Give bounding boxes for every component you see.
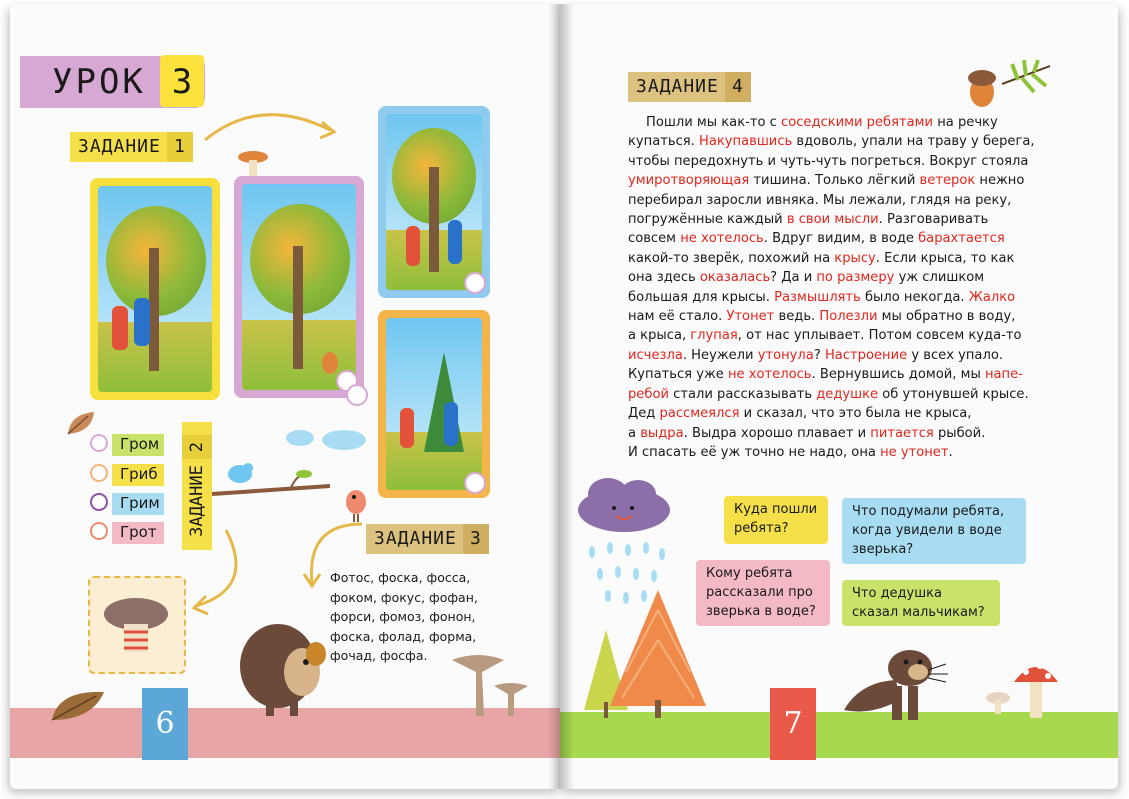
task3-word: ЗАДАНИЕ [374, 528, 457, 549]
story-line [628, 443, 1038, 462]
arrow-down-icon [186, 528, 266, 618]
poem-line: форси, фомоз, фонон, [330, 609, 476, 625]
story-line [628, 365, 1038, 384]
story-segment: Дед [628, 406, 660, 422]
word-text-4: Грот [120, 523, 157, 541]
story-segment: у всех упало. [907, 347, 1003, 363]
question-4: Что дедушка сказал мальчикам? [842, 580, 1000, 626]
story-segment: она здесь [628, 270, 700, 286]
story-segment: . Выдра хорошо плавает и [683, 425, 871, 441]
highlighted-word: Накупавшись [699, 134, 793, 150]
story-segment: чтобы передохнуть и чуть-чуть погреться. Вокруг стояла [628, 153, 1029, 169]
picture-3 [378, 106, 490, 298]
story-segment: и сказал, что это была не крыса, [739, 406, 972, 422]
story-line [628, 132, 1038, 151]
story-segment: какой-то зверёк, похожий на [628, 250, 835, 266]
task1-number: 1 [167, 132, 193, 162]
story-line [628, 113, 1038, 132]
story-segment: тишина. Только лёгкий [749, 173, 920, 189]
chanterelle-mushrooms-icon [448, 650, 532, 720]
story-segment: . Вдруг видим, в воде [763, 231, 919, 247]
task4-label [628, 72, 751, 102]
story-segment: об утонувшей крысе. [878, 386, 1029, 402]
task1-word: ЗАДАНИЕ [78, 136, 161, 157]
bird-on-branch-icon [210, 456, 338, 506]
highlighted-word: глупая [690, 328, 738, 344]
task1-label [70, 132, 193, 162]
story-segment: купаться. [628, 134, 699, 150]
story-segment: совсем [628, 231, 681, 247]
task4-word: ЗАДАНИЕ [636, 76, 719, 97]
question-2: Что подумали ребята, когда увидели в воде зверька? [842, 498, 1026, 564]
story-segment: стали рассказывать [668, 386, 817, 402]
highlighted-word: исчезла [628, 347, 683, 363]
story-segment: было некогда. [860, 289, 969, 305]
story-segment: ведь. [774, 309, 820, 325]
curved-arrow-icon [200, 100, 360, 170]
highlighted-word: не хотелось [680, 231, 764, 247]
page-number-left: 6 [142, 688, 188, 760]
task2-word: ЗАДАНИЕ [187, 465, 207, 537]
story-line [628, 385, 1038, 404]
story-segment: , от нас уплывает. Потом совсем куда-то [737, 328, 1022, 344]
picture-4 [378, 310, 490, 498]
highlighted-word: Полезли [819, 309, 878, 325]
highlighted-word: в свои мысли [786, 212, 879, 228]
story-segment: . Неужели [682, 347, 758, 363]
story-segment: ? [813, 347, 825, 363]
question-1: Куда пошли ребята? [724, 496, 828, 544]
story-text [628, 113, 1038, 462]
highlighted-word: дедушке [816, 386, 879, 402]
story-line [628, 326, 1038, 345]
highlighted-word: умиротворяющая [628, 173, 750, 189]
story-segment: И спасать её уж точно не надо, она [628, 444, 881, 460]
highlighted-word: Размышлять [774, 289, 861, 305]
story-line [628, 171, 1038, 190]
mushroom-picture-box [88, 576, 186, 674]
story-segment: погружённые каждый [628, 212, 787, 228]
story-segment: большая для крысы. [628, 289, 775, 305]
story-segment: рыбой. [933, 425, 986, 441]
highlighted-word: рассмеялся [659, 406, 740, 422]
answer-radio-1[interactable] [346, 384, 368, 406]
story-line [628, 307, 1038, 326]
book-spine [548, 4, 574, 789]
poem-line: Фотос, фоска, фосса, [330, 570, 471, 585]
page-number-right: 7 [770, 688, 816, 760]
answer-radio-3[interactable] [464, 272, 486, 294]
picture-2 [234, 176, 364, 398]
story-line [628, 152, 1038, 171]
story-segment: ? Да и [770, 270, 817, 286]
story-line [628, 249, 1038, 268]
hedgehog-icon [236, 610, 336, 718]
answer-radio-4[interactable] [464, 472, 486, 494]
word-option-1[interactable] [90, 434, 159, 454]
story-segment: . Разговаривать [878, 212, 989, 228]
story-line [628, 288, 1038, 307]
lesson-title: УРОК [52, 62, 146, 102]
word-option-2[interactable] [90, 464, 158, 484]
word-radio-2[interactable] [90, 464, 108, 482]
highlighted-word: Жалко [968, 289, 1016, 305]
word-radio-1[interactable] [90, 434, 108, 452]
word-text-1: Гром [120, 435, 160, 453]
highlighted-word: питается [870, 425, 934, 441]
poem-line: фоска, фолад, форма, [330, 628, 477, 644]
story-segment: . Если крыса, то как [875, 250, 1015, 266]
story-line [628, 229, 1038, 248]
highlighted-word: утонула [757, 347, 814, 363]
poem-line: фочад, фосфа. [330, 648, 428, 664]
highlighted-word: выдра [640, 425, 684, 441]
story-segment: . Вернувшись домой, мы [811, 367, 985, 383]
word-radio-3[interactable] [90, 493, 108, 511]
task2-number: 2 [182, 435, 212, 459]
highlighted-word: Утонет [726, 309, 775, 325]
poem-line: фоком, фокус, фофан, [330, 589, 478, 605]
highlighted-word: напе- [984, 367, 1023, 383]
mushroom-icon [90, 578, 184, 672]
word-text-2: Гриб [120, 465, 158, 483]
story-segment: а крыса, [628, 328, 691, 344]
highlighted-word: Настроение [824, 347, 908, 363]
story-segment: перебирал заросли ивняка. Мы лежали, глядя на реку, [628, 192, 1012, 208]
mushroom-icon [236, 148, 270, 178]
story-segment: на речку [933, 115, 998, 130]
story-line [628, 424, 1038, 443]
story-line [628, 210, 1038, 229]
highlighted-word: соседскими ребятами [781, 115, 934, 130]
story-segment: . [948, 444, 953, 460]
task3-number: 3 [463, 524, 489, 554]
task3-label [366, 524, 489, 554]
word-option-4[interactable] [90, 522, 157, 542]
leaf-icon [48, 686, 108, 726]
highlighted-word: ребой [628, 386, 669, 402]
question-3: Кому ребята рассказали про зверька в воде? [696, 560, 830, 626]
story-segment: нам её стало. [628, 309, 727, 325]
clouds-icon [282, 424, 372, 454]
story-segment: Купаться уже [628, 367, 728, 383]
acorn-icon [962, 58, 1054, 112]
story-line [628, 404, 1038, 423]
story-segment: уж слишком [894, 270, 985, 286]
story-segment: а [628, 425, 641, 441]
story-line [628, 268, 1038, 287]
task4-number: 4 [725, 72, 751, 102]
story-segment: мы обратно в воду, [877, 309, 1016, 325]
highlighted-word: оказалась [699, 270, 771, 286]
story-segment: нежно [975, 173, 1025, 189]
picture-1 [90, 178, 220, 400]
highlighted-word: не утонет [880, 444, 949, 460]
story-segment: Пошли мы как-то с [646, 115, 781, 130]
toadstool-mushrooms-icon [980, 656, 1060, 720]
story-line [628, 191, 1038, 210]
highlighted-word: по размеру [816, 270, 895, 286]
word-option-3[interactable] [90, 493, 160, 513]
word-text-3: Грим [120, 494, 160, 512]
story-segment: вдоволь, упали на траву у берега, [792, 134, 1035, 150]
story-line [628, 346, 1038, 365]
lesson-number: 3 [160, 55, 204, 107]
highlighted-word: не хотелось [727, 367, 812, 383]
word-radio-4[interactable] [90, 522, 108, 540]
highlighted-word: барахтается [918, 231, 1005, 247]
highlighted-word: ветерок [919, 173, 976, 189]
highlighted-word: крысу [834, 250, 876, 266]
otter-icon [840, 646, 952, 726]
fir-trees-icon [582, 590, 712, 720]
